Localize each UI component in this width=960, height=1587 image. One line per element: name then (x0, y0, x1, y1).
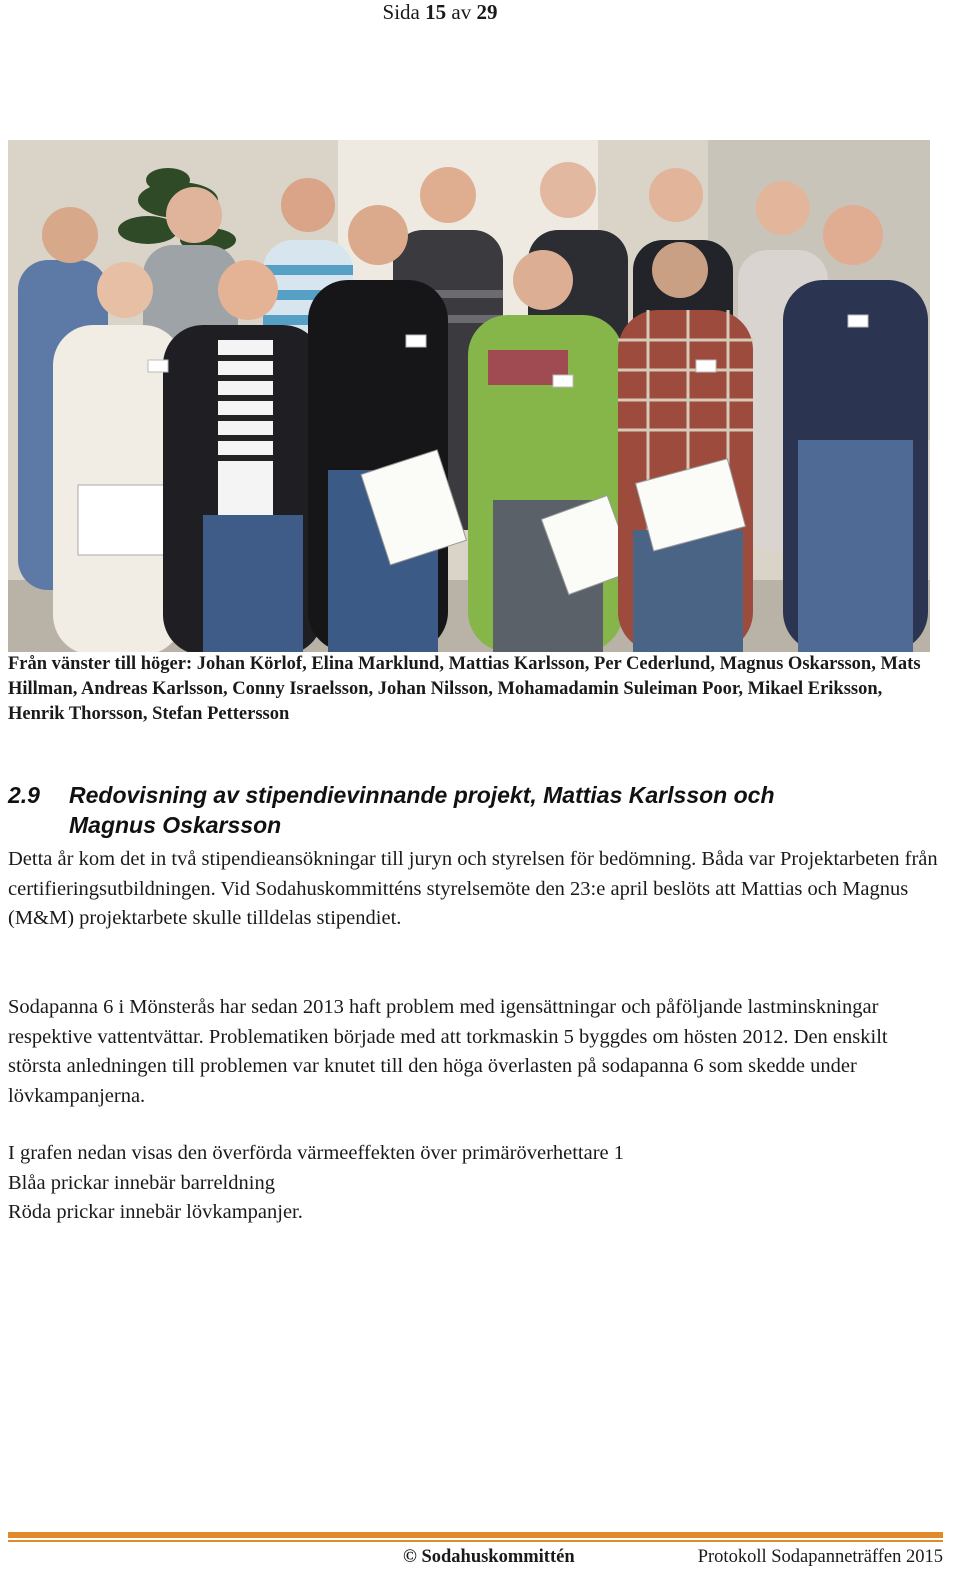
paragraph-3-line2: Blåa prickar innebär barreldning (8, 1171, 275, 1194)
paragraph-3 (8, 1139, 943, 1228)
paragraph-1 (8, 845, 943, 934)
page-number (0, 0, 880, 24)
section-title-line2: Magnus Oskarsson (69, 812, 282, 838)
section-title-line1: Redovisning av stipendievinnande projekt, Mattias Karlsson och (69, 782, 775, 808)
paragraph-2-text: Sodapanna 6 i Mönsterås har sedan 2013 haft problem med igensättningar och påföljande lastminskningar respektive vattentvättar. Problematiken började med att torkmaskin 5 byggdes om hösten 2012. Den enskilt största anledningen till problemen var knutet till den höga överlasten på sodapanna 6 som skedde under lövkampanjerna. (8, 996, 888, 1107)
footer-document-title: Protokoll Sodapanneträffen 2015 (697, 1547, 943, 1567)
photo-caption: Från vänster till höger: Johan Körlof, Elina Marklund, Mattias Karlsson, Per Cederlund, Magnus Oskarsson, Mats Hillman, Andreas Karlsson, Conny Israelsson, Johan Nilsson, Mohamadamin Suleiman Poor, Mikael Eriksson, Henrik Thorsson, Stefan Pettersson (8, 654, 921, 724)
group-photo (8, 140, 930, 652)
paragraph-1-text: Detta år kom det in två stipendieansökningar till juryn och styrelsen för bedömning. Båda var Projektarbeten från certifieringsutbildningen. Vid Sodahuskommitténs styrelsemöte den 23:e april beslöts att Mattias och Magnus (M&M) projektarbete skulle tilldelas stipendiet. (8, 848, 938, 929)
section-heading (8, 780, 943, 840)
paragraph-3-line3: Röda prickar innebär lövkampanjer. (8, 1201, 303, 1223)
section-number: 2.9 (8, 782, 40, 808)
paragraph-2 (8, 993, 943, 1111)
paragraph-3-line1: I grafen nedan visas den överförda värmeeffekten över primäröverhettare 1 (8, 1142, 625, 1164)
page-of: av (451, 0, 472, 24)
footer-rule-thin (8, 1540, 943, 1542)
total-pages: 29 (476, 0, 498, 24)
current-page: 15 (425, 0, 447, 24)
footer-org-name: Sodahuskommittén (421, 1547, 575, 1567)
page-prefix: Sida (382, 0, 420, 24)
copyright-icon: © (403, 1547, 417, 1567)
footer-rule-thick (8, 1532, 943, 1538)
footer-organization (403, 1545, 575, 1569)
